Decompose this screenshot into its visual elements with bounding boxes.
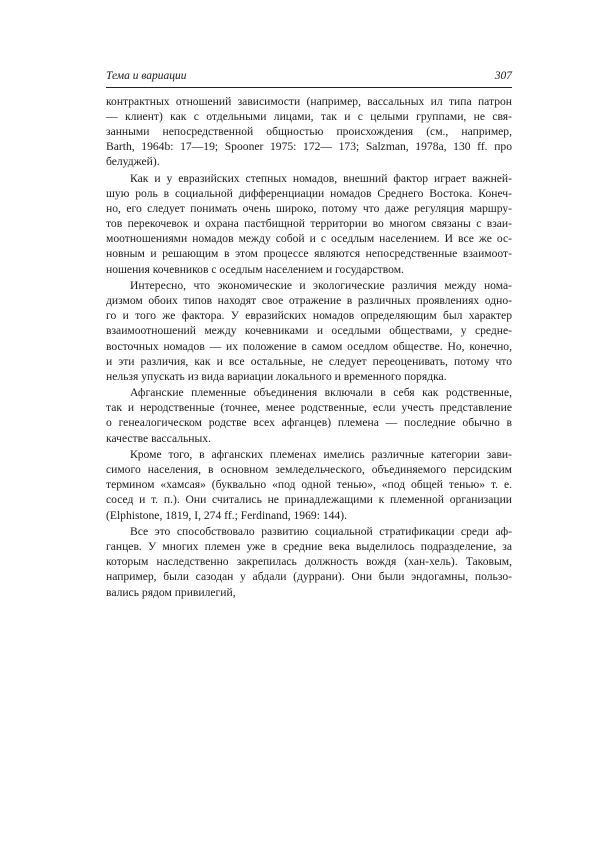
text-line: нельзя упускать из вида вариации локального и временного порядка. (106, 369, 447, 383)
text-line: шую роль в социальной дифференциации номадов Среднего Востока. Конеч- (106, 187, 512, 201)
text-line: дизмом обоих типов находят свое отражение в различных проявлениях одно- (106, 294, 512, 308)
text-line: го и того же фактора. У евразийских номадов определяющим был характер (106, 309, 512, 323)
text-line: термином «хамсая» (буквально «под одной тенью», «под общей тенью» т. е. (106, 478, 512, 492)
text-line: качестве вассальных. (106, 431, 211, 445)
text-line: белуджей). (106, 155, 160, 169)
text-line: взаимоотношений между кочевниками и оседлыми обществами, у средне- (106, 324, 512, 338)
text-line: вались рядом привилегий, (106, 585, 236, 599)
text-line: — клиент) как с отдельными лицами, так и с целыми группами, не свя- (106, 110, 512, 124)
text-line: Интересно, что экономические и экологические различия между нома- (130, 279, 512, 293)
text-line: восточных номадов — их положение в самом оседлом обществе. Но, конечно, (106, 339, 512, 353)
text-line: Афганские племенные объединения включали в себя как родственные, (130, 386, 512, 400)
text-line: например, были сазодан у абдали (дуррани). Они были эндогамны, пользо- (106, 570, 512, 584)
text-line: занными непосредственной общностью происхождения (см., например, (106, 125, 512, 139)
text-line: о генеалогическом родстве всех афганцев) племена — последние обычно в (106, 416, 512, 430)
text-line: Как и у евразийских степных номадов, внешний фактор играет важней- (130, 171, 512, 185)
text-line: новным и решающим в этом процессе являются непосредственные взаимоот- (106, 247, 512, 261)
paragraph (106, 447, 512, 522)
text-line: симого населения, в основном земледельческого, объединяемого персидским (106, 463, 512, 477)
text-line: так и неродственные (точнее, менее родственные, если учесть представление (106, 401, 512, 415)
text-line: и эти различия, как и все остальные, не следует переоценивать, потому что (106, 354, 512, 368)
text-line: ганцев. У многих племен уже в средние века выделилось подразделение, за (106, 540, 512, 554)
paragraph (106, 524, 512, 599)
text-line: Все это способствовало развитию социальной стратификации среди аф- (130, 525, 512, 539)
paragraph (106, 171, 512, 277)
text-line: моотношениями номадов между собой и с оседлым населением. И все же ос- (106, 232, 512, 246)
text-line: (Elphistone, 1819, I, 274 ff.; Ferdinand, 1969: 144). (106, 508, 347, 522)
paragraph (106, 385, 512, 445)
paragraph (106, 94, 512, 169)
text-line: Barth, 1964b: 17—19; Spooner 1975: 172— 173; Salzman, 1978a, 130 ff. про (106, 140, 512, 154)
text-line: тов перекочевок и охрана пастбищной территории во многом связаны с взаи- (106, 217, 512, 231)
text-line: Кроме того, в афганских племенах имелись различные категории зави- (130, 448, 512, 462)
text-line: ношения кочевников с оседлым населением и государством. (106, 262, 404, 276)
running-title: Тема и вариации (106, 70, 187, 82)
paragraph (106, 278, 512, 384)
page-body (106, 94, 512, 600)
text-line: сосед и т. п.). Они считались не принадлежащими к племенной организации (106, 493, 512, 507)
text-line: контрактных отношений зависимости (например, вассальных ил типа патрон (106, 95, 512, 108)
text-line: но, его следует понимать очень широко, потому что даже регуляция маршру- (106, 202, 512, 216)
header-divider (106, 87, 512, 88)
running-header (106, 70, 512, 86)
text-line: которым наследственно закрепилась должность вождя (хан-хель). Таковым, (106, 555, 512, 569)
page-number: 307 (494, 70, 512, 82)
